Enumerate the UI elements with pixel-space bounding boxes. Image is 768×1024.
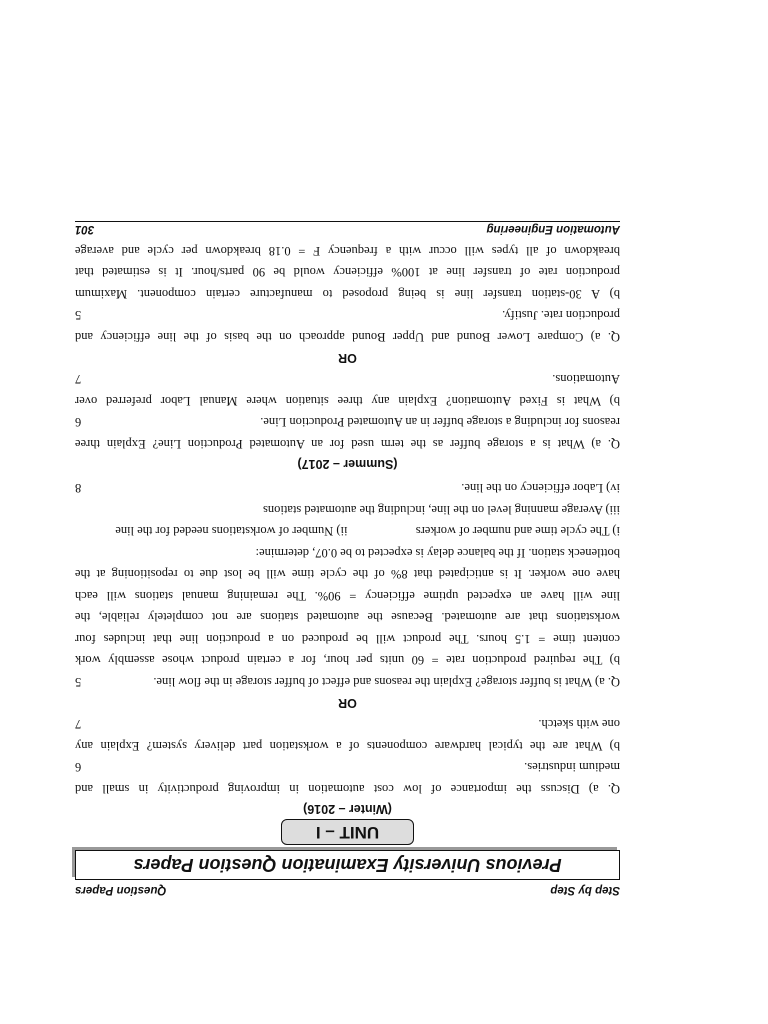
question-line: b) The required production rate = 60 units per hour, for a certain product whose assembly work: [75, 653, 620, 668]
question-line: Q. a) Discuss the importance of low cost automation in improving productivity in small and: [75, 782, 620, 796]
footer-left: Automation Engineering: [486, 223, 620, 236]
question-subpart: iv) Labor efficiency on the line. 8: [75, 477, 620, 499]
page-footer: [75, 222, 620, 236]
marks: 5: [75, 308, 82, 323]
marks: 8: [75, 481, 82, 496]
question-line: Q. a) What is a storage buffer as the term used for an Automated Production Line? Explain three: [75, 437, 620, 451]
question-line: production rate. Justify. 5: [75, 304, 620, 326]
marks: 6: [75, 760, 82, 775]
question-line: breakdown of all types will occur with a frequency F = 0.18 breakdown per cycle and average: [75, 244, 620, 258]
page-number: 301: [75, 223, 95, 236]
question-line: content time = 1.5 hours. The product will be produced on a production line that includes four: [75, 632, 620, 646]
question-paper-sheet: [75, 222, 620, 899]
running-header: [75, 884, 620, 898]
marks: 7: [75, 372, 82, 387]
question-line: b) What is Fixed Automation? Explain any three situation where Manual Labor preferred over: [75, 394, 620, 408]
or-separator: OR: [338, 351, 357, 365]
marks: 7: [75, 717, 82, 732]
question-line: reasons for including a storage buffer in an Automated Production Line. 6: [75, 411, 620, 433]
header-right: Question Papers: [75, 884, 167, 896]
question-line: line will have an expected uptime efficiency = 90%. The remaining manual stations will each: [75, 589, 620, 603]
question-subparts: i) The cycle time and number of workers ii) Number of workstations needed for the line: [115, 524, 620, 539]
unit-label: UNIT – I: [281, 819, 414, 845]
marks: 6: [75, 415, 82, 430]
question-line: have one worker. It is anticipated that 8% of the cycle time will be lost due to repositioning at the: [75, 567, 620, 582]
question-subpart: iii) Average manning level on the line, including the automated stations: [263, 503, 620, 517]
question-line: Q. a) What is buffer storage? Explain the reasons and effect of buffer storage in the flow line. 5: [75, 671, 620, 693]
question-line: production rate of transfer line at 100% efficiency would be 90 parts/hour. It is estimated that: [75, 265, 620, 280]
page-title: Previous University Examination Question Papers: [75, 850, 620, 880]
question-line: b) What are the typical hardware components of a workstation part delivery system? Explain any: [75, 739, 620, 753]
session-heading: (Winter – 2016): [303, 802, 392, 816]
question-line: medium industries. 6: [75, 756, 620, 778]
question-line: Q. a) Compare Lower Bound and Upper Bound approach on the basis of the line efficiency and: [75, 330, 620, 344]
question-line: workstations that are automated. Because the automated stations are not completely reliable, the: [75, 610, 620, 625]
header-left: Step by Step: [550, 884, 620, 896]
marks: 5: [75, 675, 82, 689]
question-line: one with sketch. 7: [75, 713, 620, 735]
question-line: Automations. 7: [75, 368, 620, 390]
unit-banner: [75, 819, 620, 845]
question-line: bottleneck station. If the balance delay is expected to be 0.07, determine:: [255, 546, 620, 560]
or-separator: OR: [338, 696, 357, 710]
question-line: b) A 30-station transfer line is being proposed to manufacture certain component. Maximum: [75, 287, 620, 301]
session-heading: (Summer – 2017): [297, 457, 398, 471]
